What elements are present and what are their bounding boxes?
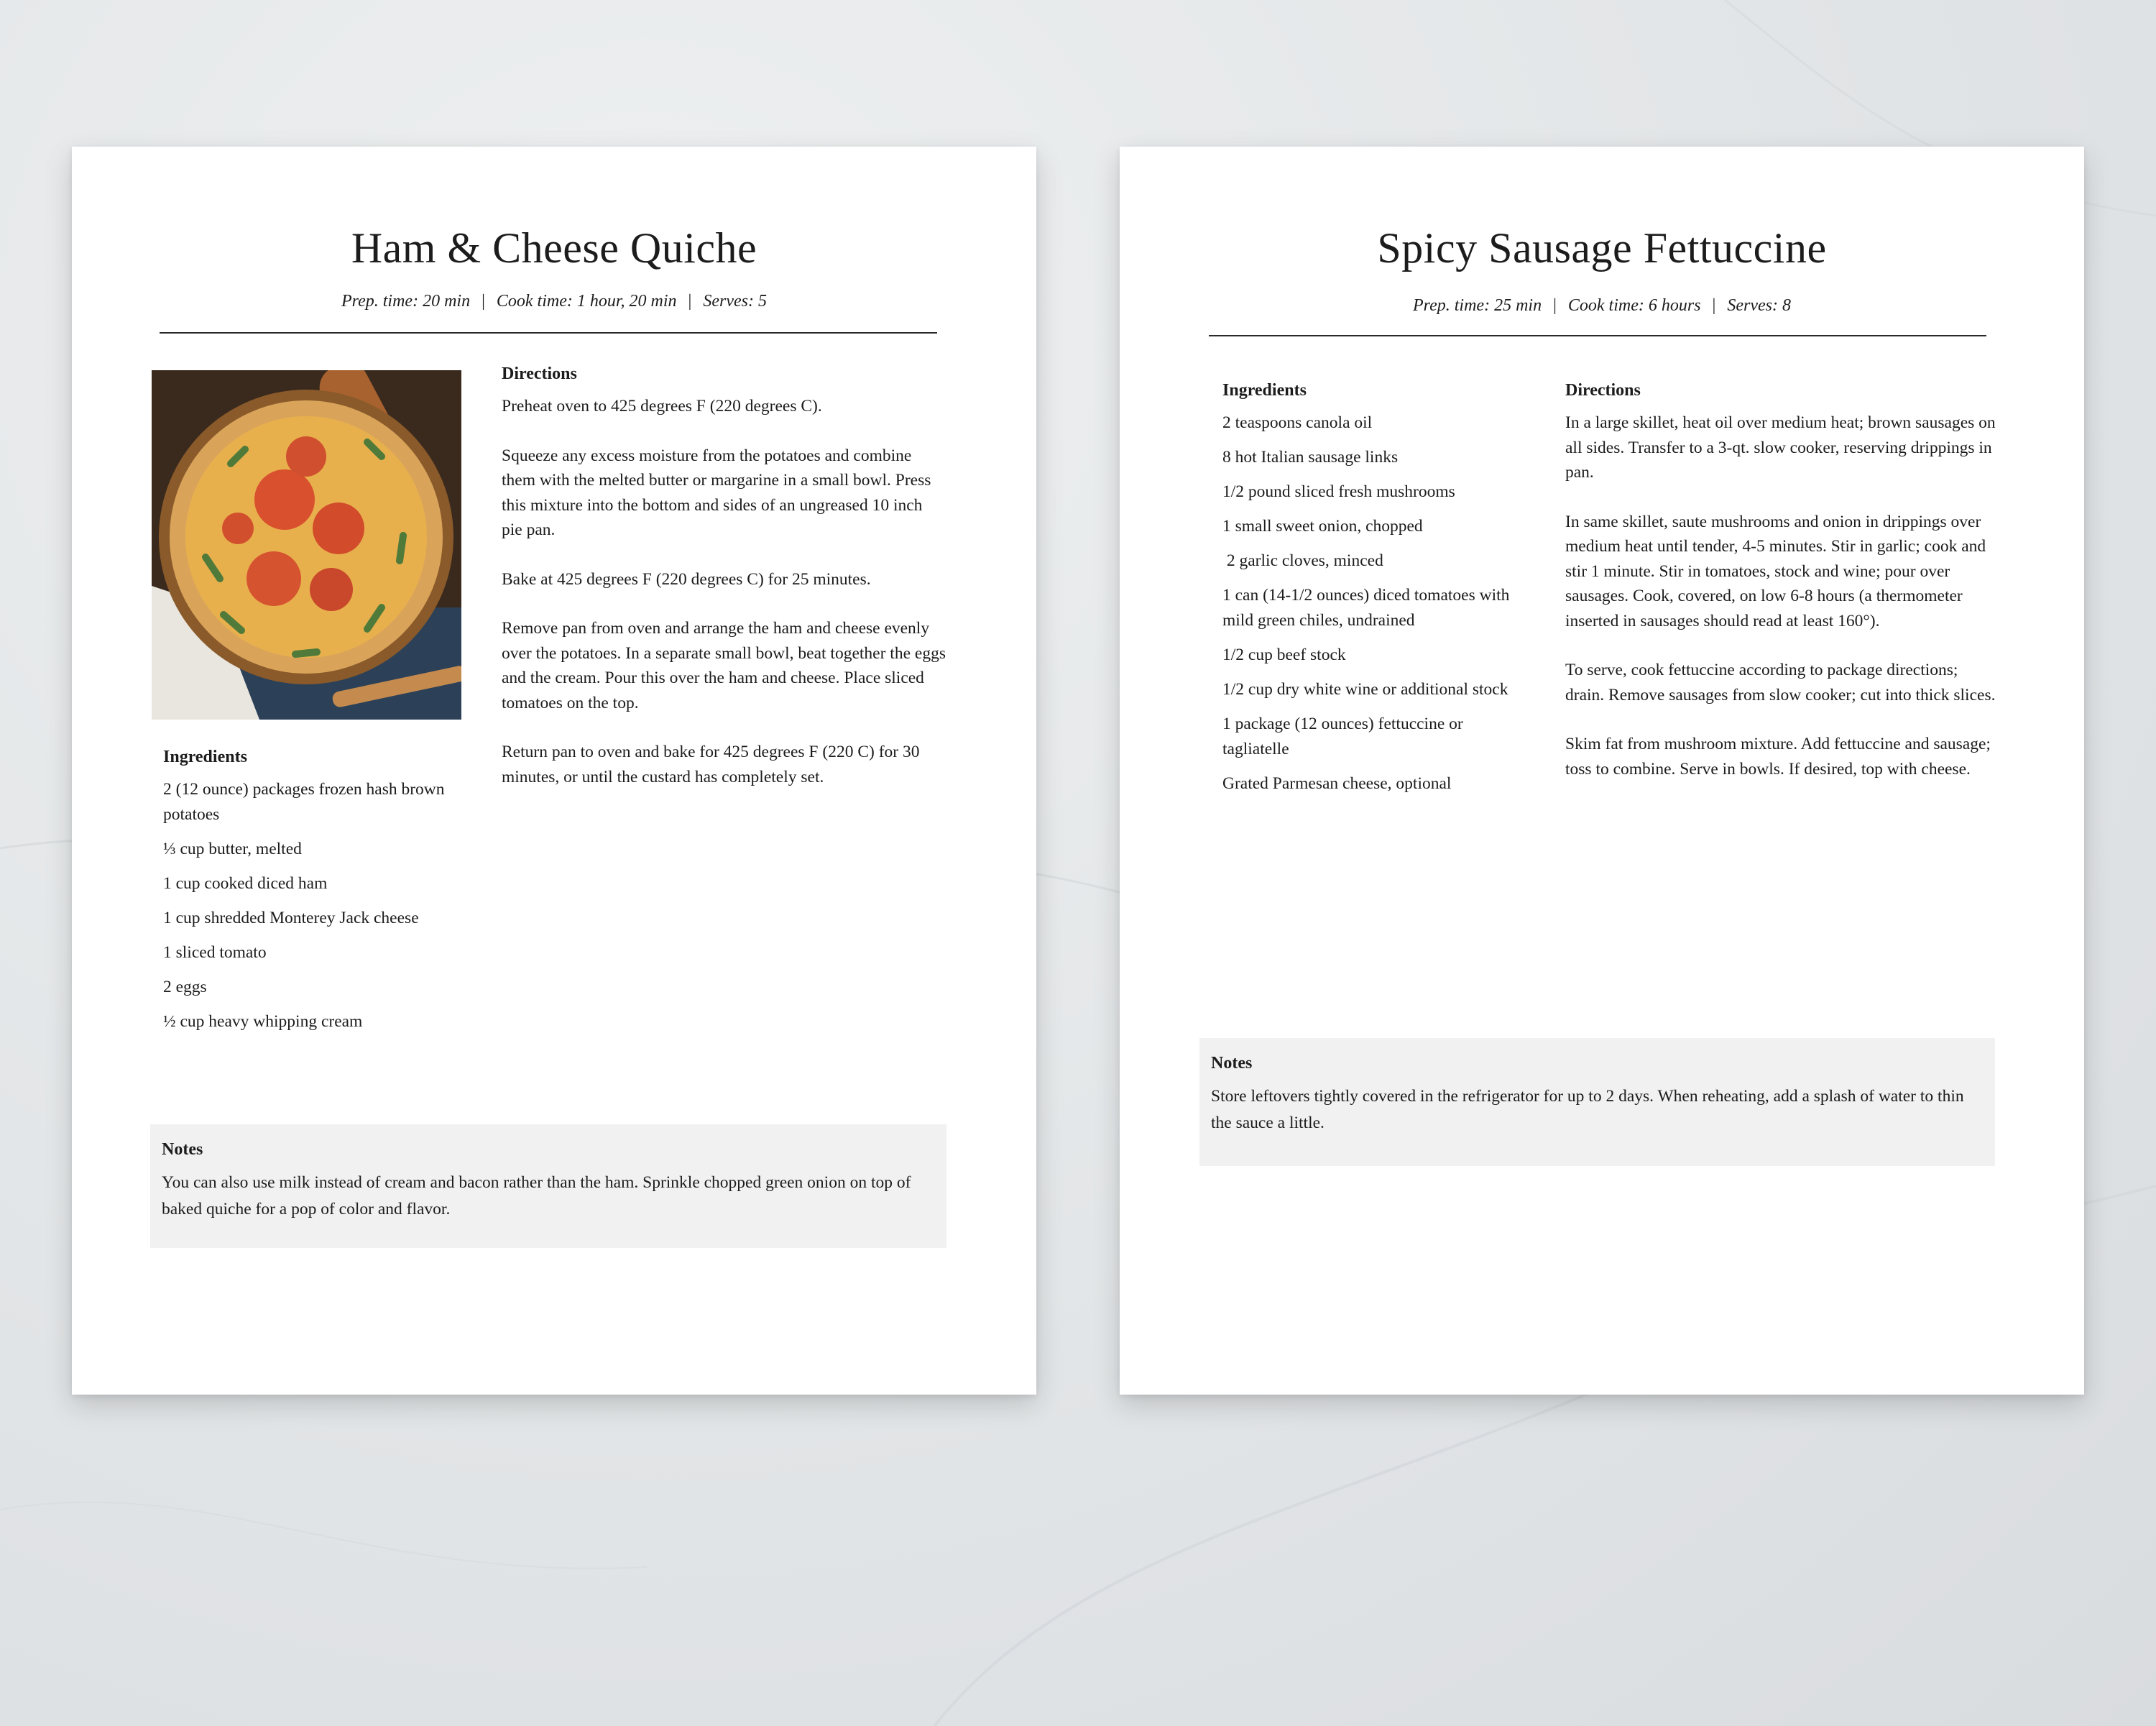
recipe-title: Ham & Cheese Quiche <box>351 224 757 272</box>
direction-step: Skim fat from mushroom mixture. Add fettuccine and sausage; toss to combine. Serve in bowls. If desired, top with cheese. <box>1565 735 1991 779</box>
recipe-meta: Prep. time: 20 min | Cook time: 1 hour, 20 min | Serves: 5 <box>341 292 767 311</box>
direction-step: Return pan to oven and bake for 425 degrees F (220 C) for 30 minutes, or until the custard has completely set. <box>502 743 920 786</box>
ingredient-item: 2 garlic cloves, minced <box>1222 551 1383 570</box>
ingredient-item: 1 small sweet onion, chopped <box>1222 517 1423 536</box>
ingredients-section <box>163 748 465 1044</box>
cook-time: Cook time: 6 hours <box>1567 296 1701 315</box>
recipe-meta: Prep. time: 25 min | Cook time: 6 hours | Serves: 8 <box>1413 296 1791 315</box>
directions-section <box>1565 381 1996 806</box>
direction-step: Preheat oven to 425 degrees F (220 degrees C). <box>502 397 822 416</box>
notes-heading: Notes <box>1211 1054 1253 1073</box>
ingredient-item: 2 (12 ounce) packages frozen hash brown potatoes <box>163 780 445 824</box>
directions-section <box>502 364 947 814</box>
title-divider <box>160 332 937 334</box>
direction-step: Remove pan from oven and arrange the ham and cheese evenly over the potatoes. In a separate small bowl, beat together the eggs and the cream. Pour this over the ham and cheese. Place sliced tomatoes on the top. <box>502 619 946 712</box>
quiche-photo <box>152 370 461 720</box>
direction-step: Bake at 425 degrees F (220 degrees C) for 25 minutes. <box>502 569 871 589</box>
ingredient-item: 8 hot Italian sausage links <box>1222 448 1399 467</box>
ingredient-item: 1 cup cooked diced ham <box>163 874 328 893</box>
ingredient-item: 2 eggs <box>163 978 207 996</box>
direction-step: In a large skillet, heat oil over medium heat; brown sausages on all sides. Transfer to a 3-qt. slow cooker, reserving drippings in pan. <box>1565 413 1996 482</box>
recipe-card-ham-cheese-quiche <box>72 147 1036 1395</box>
ingredient-item: Grated Parmesan cheese, optional <box>1222 774 1452 793</box>
recipe-title: Spicy Sausage Fettuccine <box>1377 224 1827 272</box>
serves: Serves: 5 <box>703 292 767 311</box>
notes-heading: Notes <box>162 1140 203 1159</box>
cook-time: Cook time: 1 hour, 20 min <box>496 292 677 311</box>
ingredients-section <box>1222 381 1524 806</box>
notes-box <box>1199 1038 1995 1166</box>
ingredient-item: 1 package (12 ounces) fettuccine or tagliatelle <box>1222 715 1463 758</box>
ingredient-item: 2 teaspoons canola oil <box>1222 413 1373 432</box>
directions-heading: Directions <box>1565 381 1641 400</box>
ingredients-heading: Ingredients <box>1222 381 1307 400</box>
direction-step: To serve, cook fettuccine according to package directions; drain. Remove sausages from slow cooker; cut into thick slices. <box>1565 661 1996 704</box>
title-divider <box>1209 335 1986 336</box>
ingredient-item: 1 sliced tomato <box>163 943 267 962</box>
ingredient-item: ⅓ cup butter, melted <box>163 840 302 858</box>
ingredient-item: ½ cup heavy whipping cream <box>163 1012 363 1031</box>
ingredient-item: 1 cup shredded Monterey Jack cheese <box>163 909 419 927</box>
direction-step: Squeeze any excess moisture from the potatoes and combine them with the melted butter or margarine in a small bowl. Press this mixture into the bottom and sides of an ungreased 10 inch pie pan. <box>502 446 931 539</box>
ingredient-item: 1/2 cup dry white wine or additional stock <box>1222 680 1508 699</box>
serves: Serves: 8 <box>1727 296 1791 315</box>
notes-text: Store leftovers tightly covered in the refrigerator for up to 2 days. When reheating, add a splash of water to thin the sauce a little. <box>1211 1087 1964 1132</box>
prep-time: Prep. time: 25 min <box>1413 296 1542 315</box>
notes-box <box>150 1124 946 1248</box>
ingredient-item: 1/2 cup beef stock <box>1222 646 1346 664</box>
directions-heading: Directions <box>502 364 577 383</box>
ingredient-item: 1 can (14-1/2 ounces) diced tomatoes with mild green chiles, undrained <box>1222 586 1510 630</box>
direction-step: In same skillet, saute mushrooms and onion in drippings over medium heat until tender, 4-5 minutes. Stir in garlic; cook and stir 1 minute. Stir in tomatoes, stock and wine; pour over sausages. Cook, covered, on low 6-8 hours (a thermometer inserted in sausages should read at least 160°). <box>1565 512 1986 630</box>
prep-time: Prep. time: 20 min <box>341 292 471 311</box>
ingredient-item: 1/2 pound sliced fresh mushrooms <box>1222 482 1455 501</box>
ingredients-heading: Ingredients <box>163 748 247 766</box>
recipe-card-spicy-sausage-fettuccine <box>1120 147 2084 1395</box>
notes-text: You can also use milk instead of cream and bacon rather than the ham. Sprinkle chopped green onion on top of baked quiche for a pop of color and flavor. <box>162 1173 911 1218</box>
